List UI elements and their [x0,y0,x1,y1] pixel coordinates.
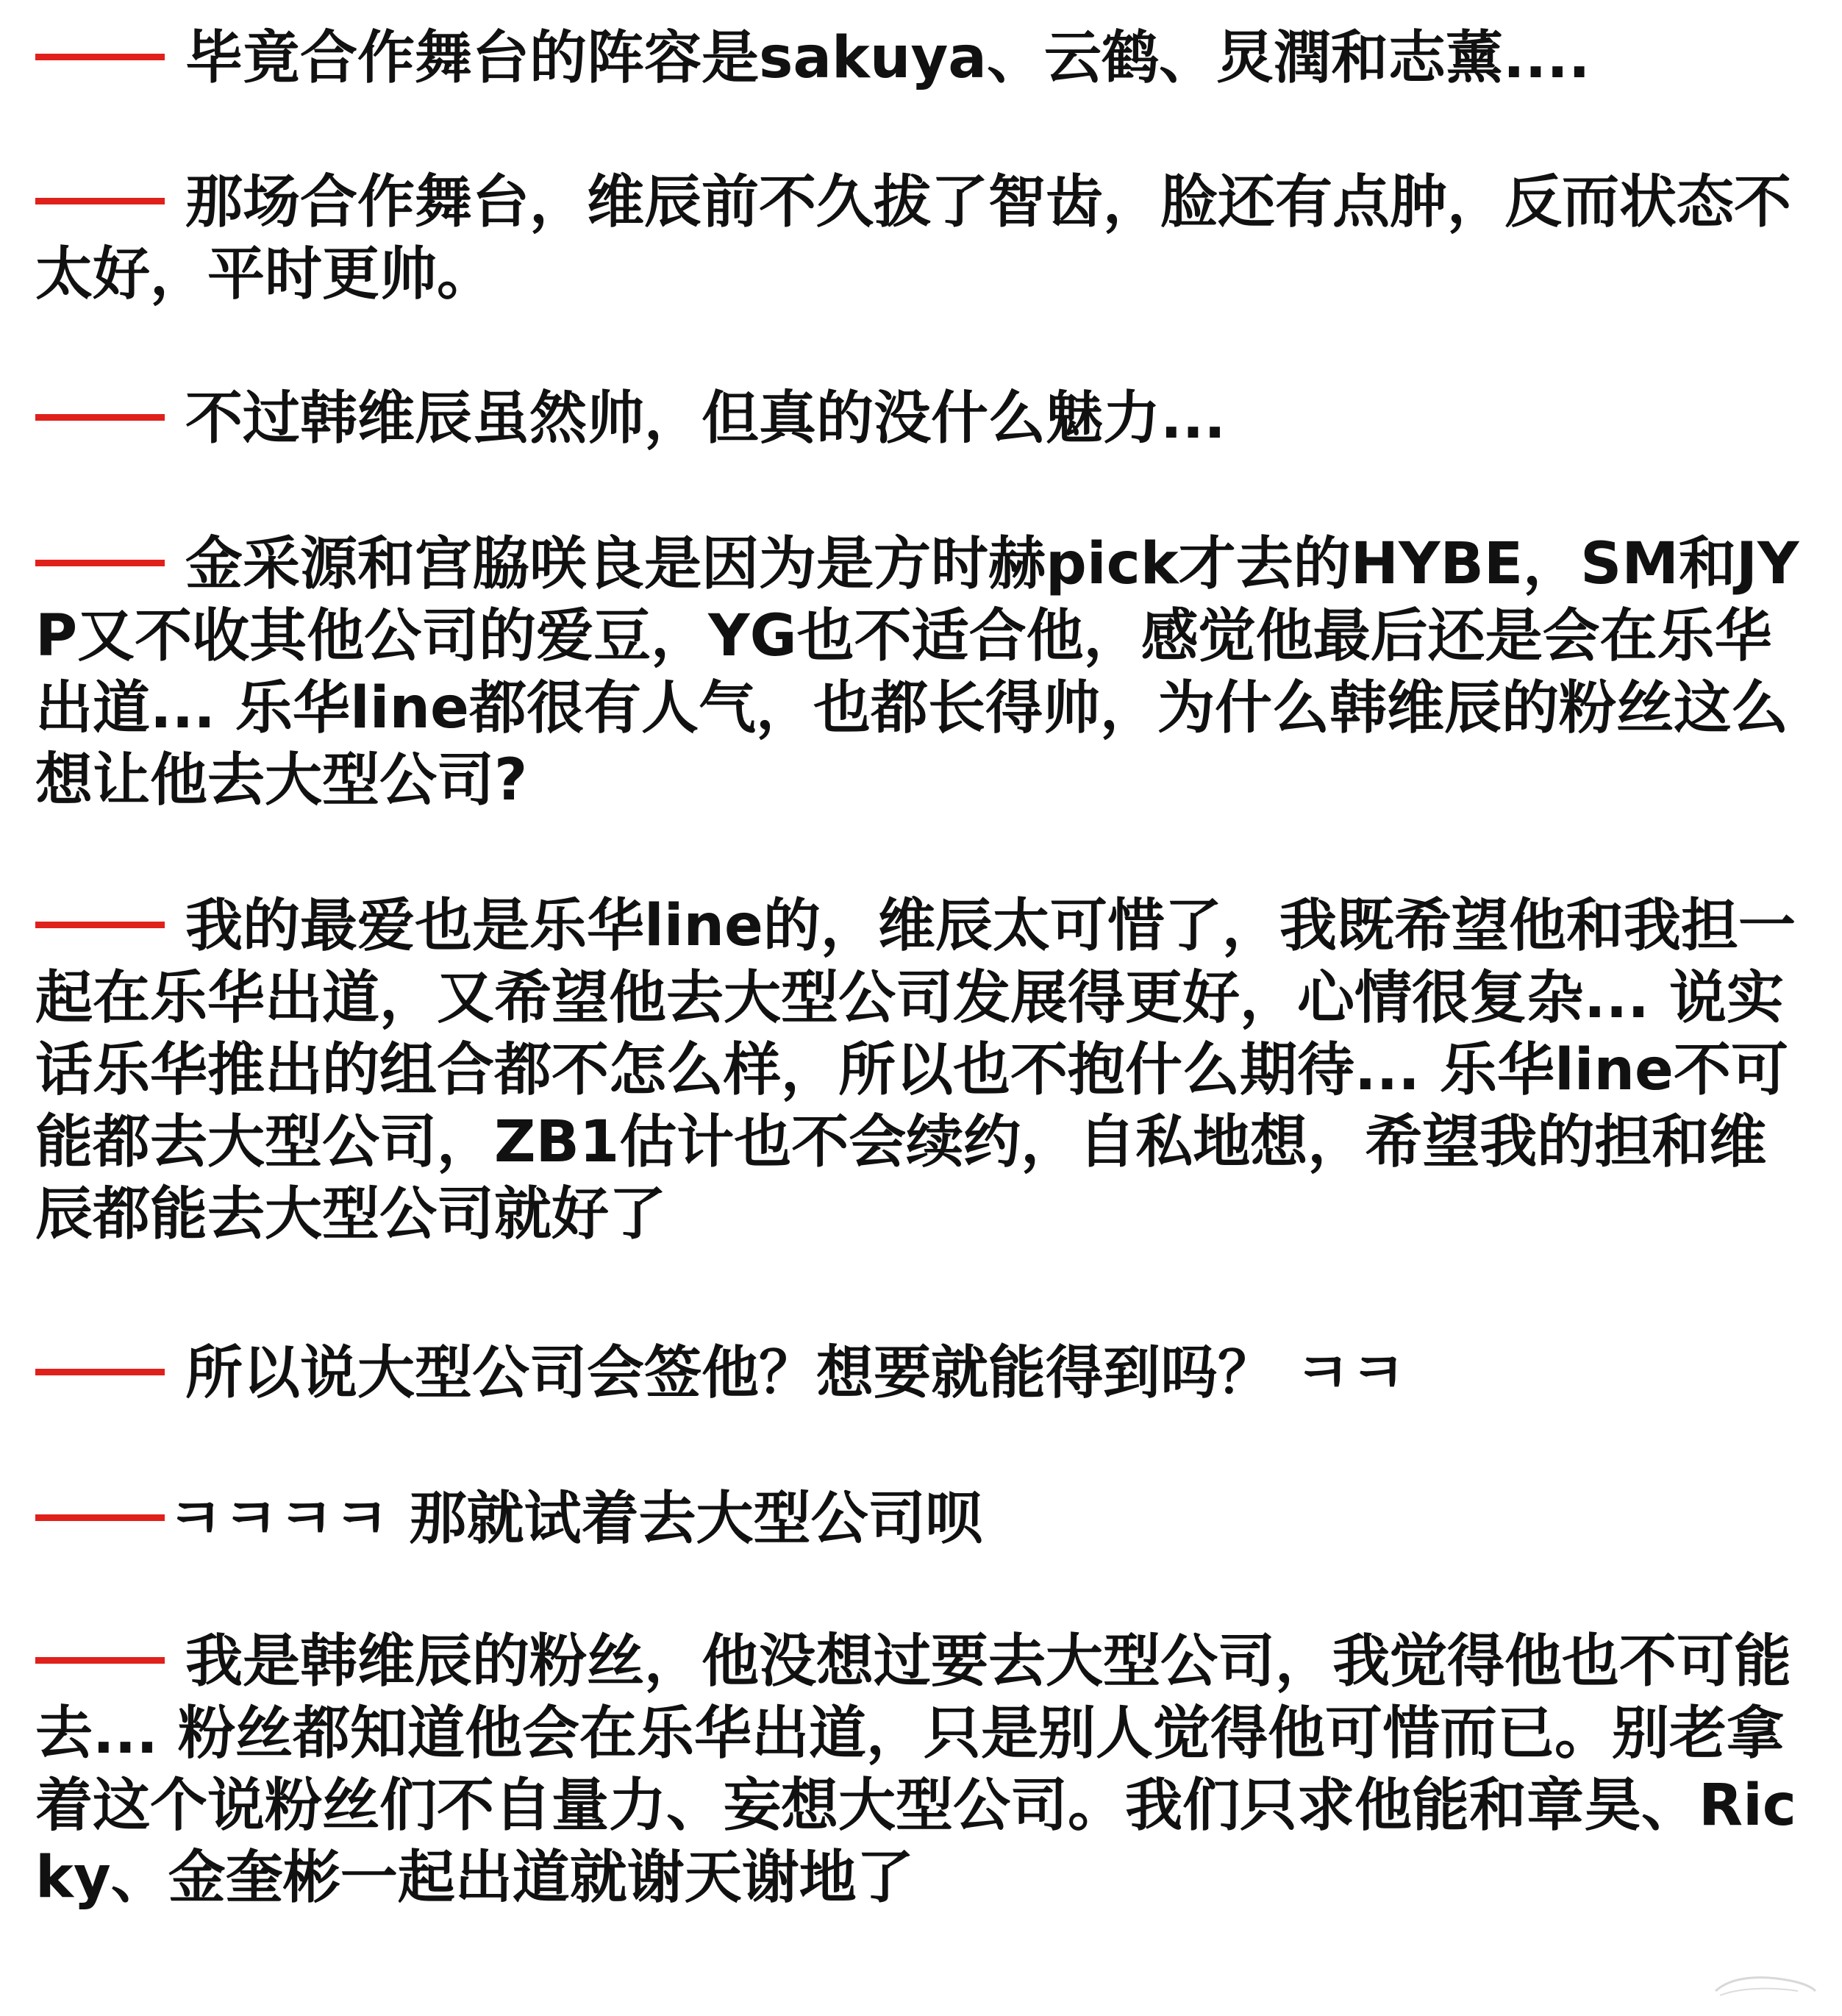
comment-3 [35,382,1815,455]
comment-text: 我的最爱也是乐华line的，维辰太可惜了，我既希望他和我担一起在乐华出道，又希望他去大型公司发展得更好，心情很复杂... 说实话乐华推出的组合都不怎么样，所以也不抱什么期待... 乐华line不可能都去大型公司，ZB1估计也不会续约，自私地想，希望我的担和维辰都能去大型公司就好了 [35,893,1796,1247]
watermark-logo-icon [1710,1969,1820,2003]
red-dash [35,560,165,566]
comment-1 [35,22,1815,94]
comment-text: 不过韩维辰虽然帅，但真的没什么魅力... [185,385,1226,452]
red-dash [35,54,165,60]
comment-4 [35,528,1815,816]
comment-2 [35,166,1815,310]
red-dash [35,1369,165,1375]
comment-text: 金采源和宫脇咲良是因为是方时赫pick才去的HYBE，SM和JYP又不收其他公司的爱豆，YG也不适合他，感觉他最后还是会在乐华出道... 乐华line都很有人气，也都长得帅，为什么韩维辰的粉丝这么想让他去大型公司? [35,531,1799,813]
comment-text: ㅋㅋㅋㅋ 那就试着去大型公司呗 [168,1486,983,1552]
red-dash [35,1657,165,1664]
comment-text: 所以说大型公司会签他？想要就能得到吗？ ㅋㅋ [185,1340,1406,1406]
red-dash [35,1514,165,1521]
red-dash [35,922,165,928]
red-dash [35,198,165,204]
comment-text: 毕竟合作舞台的阵容是sakuya、云鹤、炅潤和志薰.... [185,25,1591,91]
comment-5 [35,890,1815,1250]
comment-6 [35,1337,1815,1409]
comment-text: 我是韩维辰的粉丝，他没想过要去大型公司，我觉得他也不可能去... 粉丝都知道他会在乐华出道，只是别人觉得他可惜而已。别老拿着这个说粉丝们不自量力、妄想大型公司。我们只求他能和章昊、Ricky、金奎彬一起出道就谢天谢地了 [35,1628,1797,1911]
comment-7 [35,1483,1815,1555]
comment-text: 那场合作舞台，维辰前不久拔了智齿，脸还有点肿，反而状态不太好，平时更帅。 [35,169,1792,307]
comment-8 [35,1625,1815,1914]
red-dash [35,414,165,421]
